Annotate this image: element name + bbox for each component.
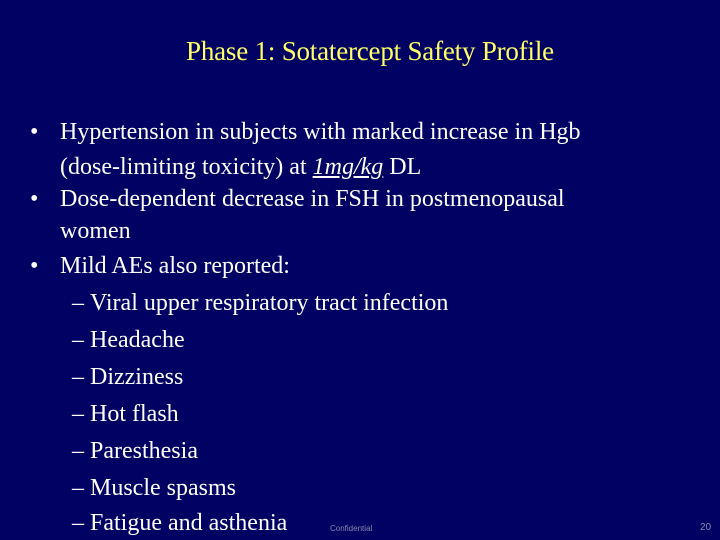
bullet-marker: • <box>30 186 39 212</box>
dose-level-emphasis: 1mg/kg <box>312 154 384 180</box>
sub-marker: – <box>72 438 84 464</box>
sub-item-text: Viral upper respiratory tract infection <box>90 290 449 316</box>
sub-marker: – <box>72 475 84 501</box>
bullet-text-prefix: (dose-limiting toxicity) at <box>60 154 313 180</box>
sub-marker: – <box>72 401 84 427</box>
sub-item-text: Hot flash <box>90 401 179 427</box>
sub-marker: – <box>72 327 84 353</box>
bullet-marker: • <box>30 253 39 279</box>
bullet-text-suffix: DL <box>383 154 422 180</box>
sub-item-text: Headache <box>90 327 185 353</box>
bullet-text: Dose-dependent decrease in FSH in postmenopausal <box>60 186 565 212</box>
sub-item-text: Dizziness <box>90 364 184 390</box>
bullet-marker: • <box>30 119 39 145</box>
bullet-text: Mild AEs also reported: <box>60 253 290 279</box>
sub-item-text: Paresthesia <box>90 438 198 464</box>
sub-item-text: Muscle spasms <box>90 475 236 501</box>
sub-marker: – <box>72 290 84 316</box>
footer-page-number: 20 <box>700 522 712 533</box>
sub-item-text: Fatigue and asthenia <box>90 510 288 536</box>
footer-confidential: Confidential <box>330 524 373 533</box>
slide-title: Phase 1: Sotatercept Safety Profile <box>186 36 554 66</box>
sub-marker: – <box>72 364 84 390</box>
bullet-text: Hypertension in subjects with marked increase in Hgb <box>60 119 581 145</box>
bullet-text-line2: women <box>60 218 131 244</box>
sub-marker: – <box>72 510 84 536</box>
